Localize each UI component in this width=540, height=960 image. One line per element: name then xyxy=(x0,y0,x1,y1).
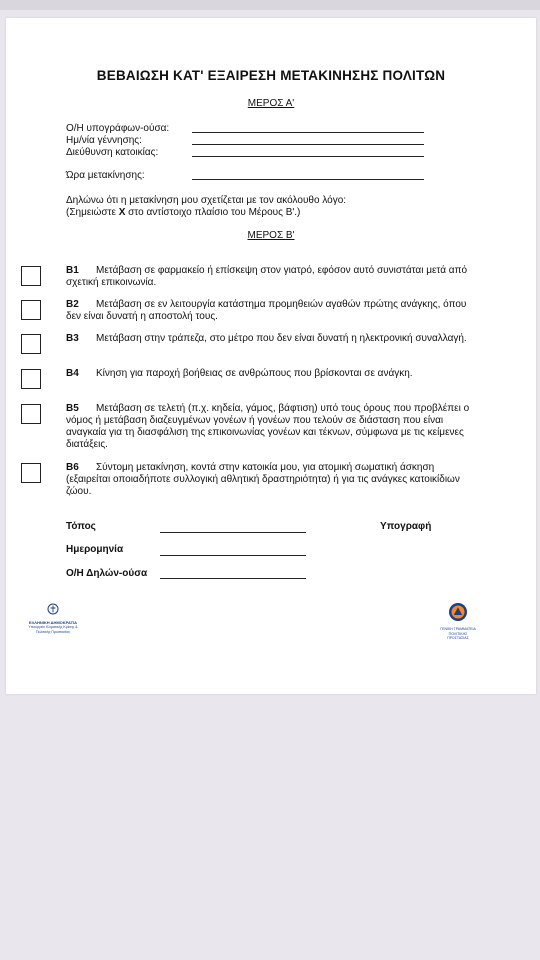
item-text: Κίνηση για παροχή βοήθειας σε ανθρώπους που βρίσκονται σε ανάγκη. xyxy=(96,368,413,379)
hellenic-republic-logo xyxy=(22,602,84,634)
checkbox-b4[interactable] xyxy=(21,369,41,389)
declarant-field[interactable] xyxy=(160,578,306,579)
item-code: Β3 xyxy=(66,333,79,344)
checkbox-b6[interactable] xyxy=(21,463,41,483)
emblem-icon xyxy=(47,603,59,615)
address-label: Διεύθυνση κατοικίας: xyxy=(66,147,159,158)
declaration-text xyxy=(66,195,346,219)
item-code: Β6 xyxy=(66,462,79,473)
document-title: ΒΕΒΑΙΩΣΗ ΚΑΤ' ΕΞΑΙΡΕΣΗ ΜΕΤΑΚΙΝΗΣΗΣ ΠΟΛΙΤΩΝ xyxy=(96,68,446,83)
item-text: Μετάβαση σε εν λειτουργία κατάστημα προμηθειών αγαθών πρώτης ανάγκης, όπου δεν είναι δυνατή η αποστολή τους. xyxy=(66,299,467,322)
checkbox-b3[interactable] xyxy=(21,334,41,354)
place-label: Τόπος xyxy=(66,521,96,532)
civil-protection-logo xyxy=(440,602,476,641)
time-label: Ώρα μετακίνησης: xyxy=(66,170,145,181)
item-code: Β1 xyxy=(66,265,79,276)
date-field[interactable] xyxy=(160,555,306,556)
left-logo-line2: Υπουργείο Κλιματικής Κρίσης & Πολιτικής Προστασίας xyxy=(28,625,78,634)
time-field[interactable] xyxy=(192,179,424,180)
declarant-label: Ο/Η Δηλών-ούσα xyxy=(66,568,148,579)
checkbox-b2[interactable] xyxy=(21,300,41,320)
list-item-b1 xyxy=(66,265,476,289)
list-item-b6 xyxy=(66,462,476,498)
signature-label: Υπογραφή xyxy=(380,521,432,532)
checkbox-b1[interactable] xyxy=(21,266,41,286)
birthdate-label: Ημ/νία γέννησης: xyxy=(66,135,142,146)
item-code: Β2 xyxy=(66,299,79,310)
civil-protection-icon xyxy=(448,602,468,622)
birthdate-field[interactable] xyxy=(192,144,424,145)
signer-field[interactable] xyxy=(192,132,424,133)
item-text: Μετάβαση σε φαρμακείο ή επίσκεψη στον γιατρό, εφόσον αυτό συνιστάται μετά από σχετική επικοινωνία. xyxy=(66,265,468,288)
left-logo-line1: ΕΛΛΗΝΙΚΗ ΔΗΜΟΚΡΑΤΙΑ xyxy=(28,620,78,625)
place-field[interactable] xyxy=(160,532,306,533)
right-logo-line2: ΠΟΛΙΤΙΚΗΣ ΠΡΟΣΤΑΣΙΑΣ xyxy=(447,631,469,640)
item-text: Μετάβαση στην τράπεζα, στο μέτρο που δεν είναι δυνατή η ηλεκτρονική συναλλαγή. xyxy=(96,333,467,344)
checkbox-b5[interactable] xyxy=(21,404,41,424)
item-code: Β4 xyxy=(66,368,79,379)
address-field[interactable] xyxy=(192,156,424,157)
item-text: Μετάβαση σε τελετή (π.χ. κηδεία, γάμος, βάφτιση) υπό τους όρους που προβλέπει ο νόμος ή μετάβαση διαζευγμένων γονέων ή γονέων που τελούν σε διάσταση που είναι αναγκαία για τη διασφάλιση της επικοινωνίας γονέων και τέκνων, σύμφωνα με τις κείμενες διατάξεις. xyxy=(66,403,470,450)
declaration-mark: Χ xyxy=(118,207,126,218)
item-text: Σύντομη μετακίνηση, κοντά στην κατοικία μου, για ατομική σωματική άσκηση (εξαιρείται οποιαδήποτε συλλογική αθλητική δραστηριότητα) ή για τις ανάγκες κατοικίδιων ζώου. xyxy=(66,462,460,497)
declaration-line-2: (Σημειώστε Χ στο αντίστοιχο πλαίσιο του Μέρους Β'.) xyxy=(66,207,301,218)
part-a-heading: ΜΕΡΟΣ Α' xyxy=(247,98,295,109)
part-b-heading: ΜΕΡΟΣ Β' xyxy=(247,230,295,241)
list-item-b3 xyxy=(66,333,476,345)
list-item-b4 xyxy=(66,368,476,380)
item-code: Β5 xyxy=(66,403,79,414)
list-item-b5 xyxy=(66,403,476,451)
date-label: Ημερομηνία xyxy=(66,544,124,555)
list-item-b2 xyxy=(66,299,476,323)
declaration-line-1: Δηλώνω ότι η μετακίνηση μου σχετίζεται με τον ακόλουθο λόγο: xyxy=(66,195,347,206)
document-page xyxy=(6,18,536,694)
signer-label: Ο/Η υπογράφων-ούσα: xyxy=(66,123,170,134)
top-bar xyxy=(0,0,540,10)
right-logo-line1: ΓΕΝΙΚΗ ΓΡΑΜΜΑΤΕΙΑ xyxy=(440,627,476,631)
